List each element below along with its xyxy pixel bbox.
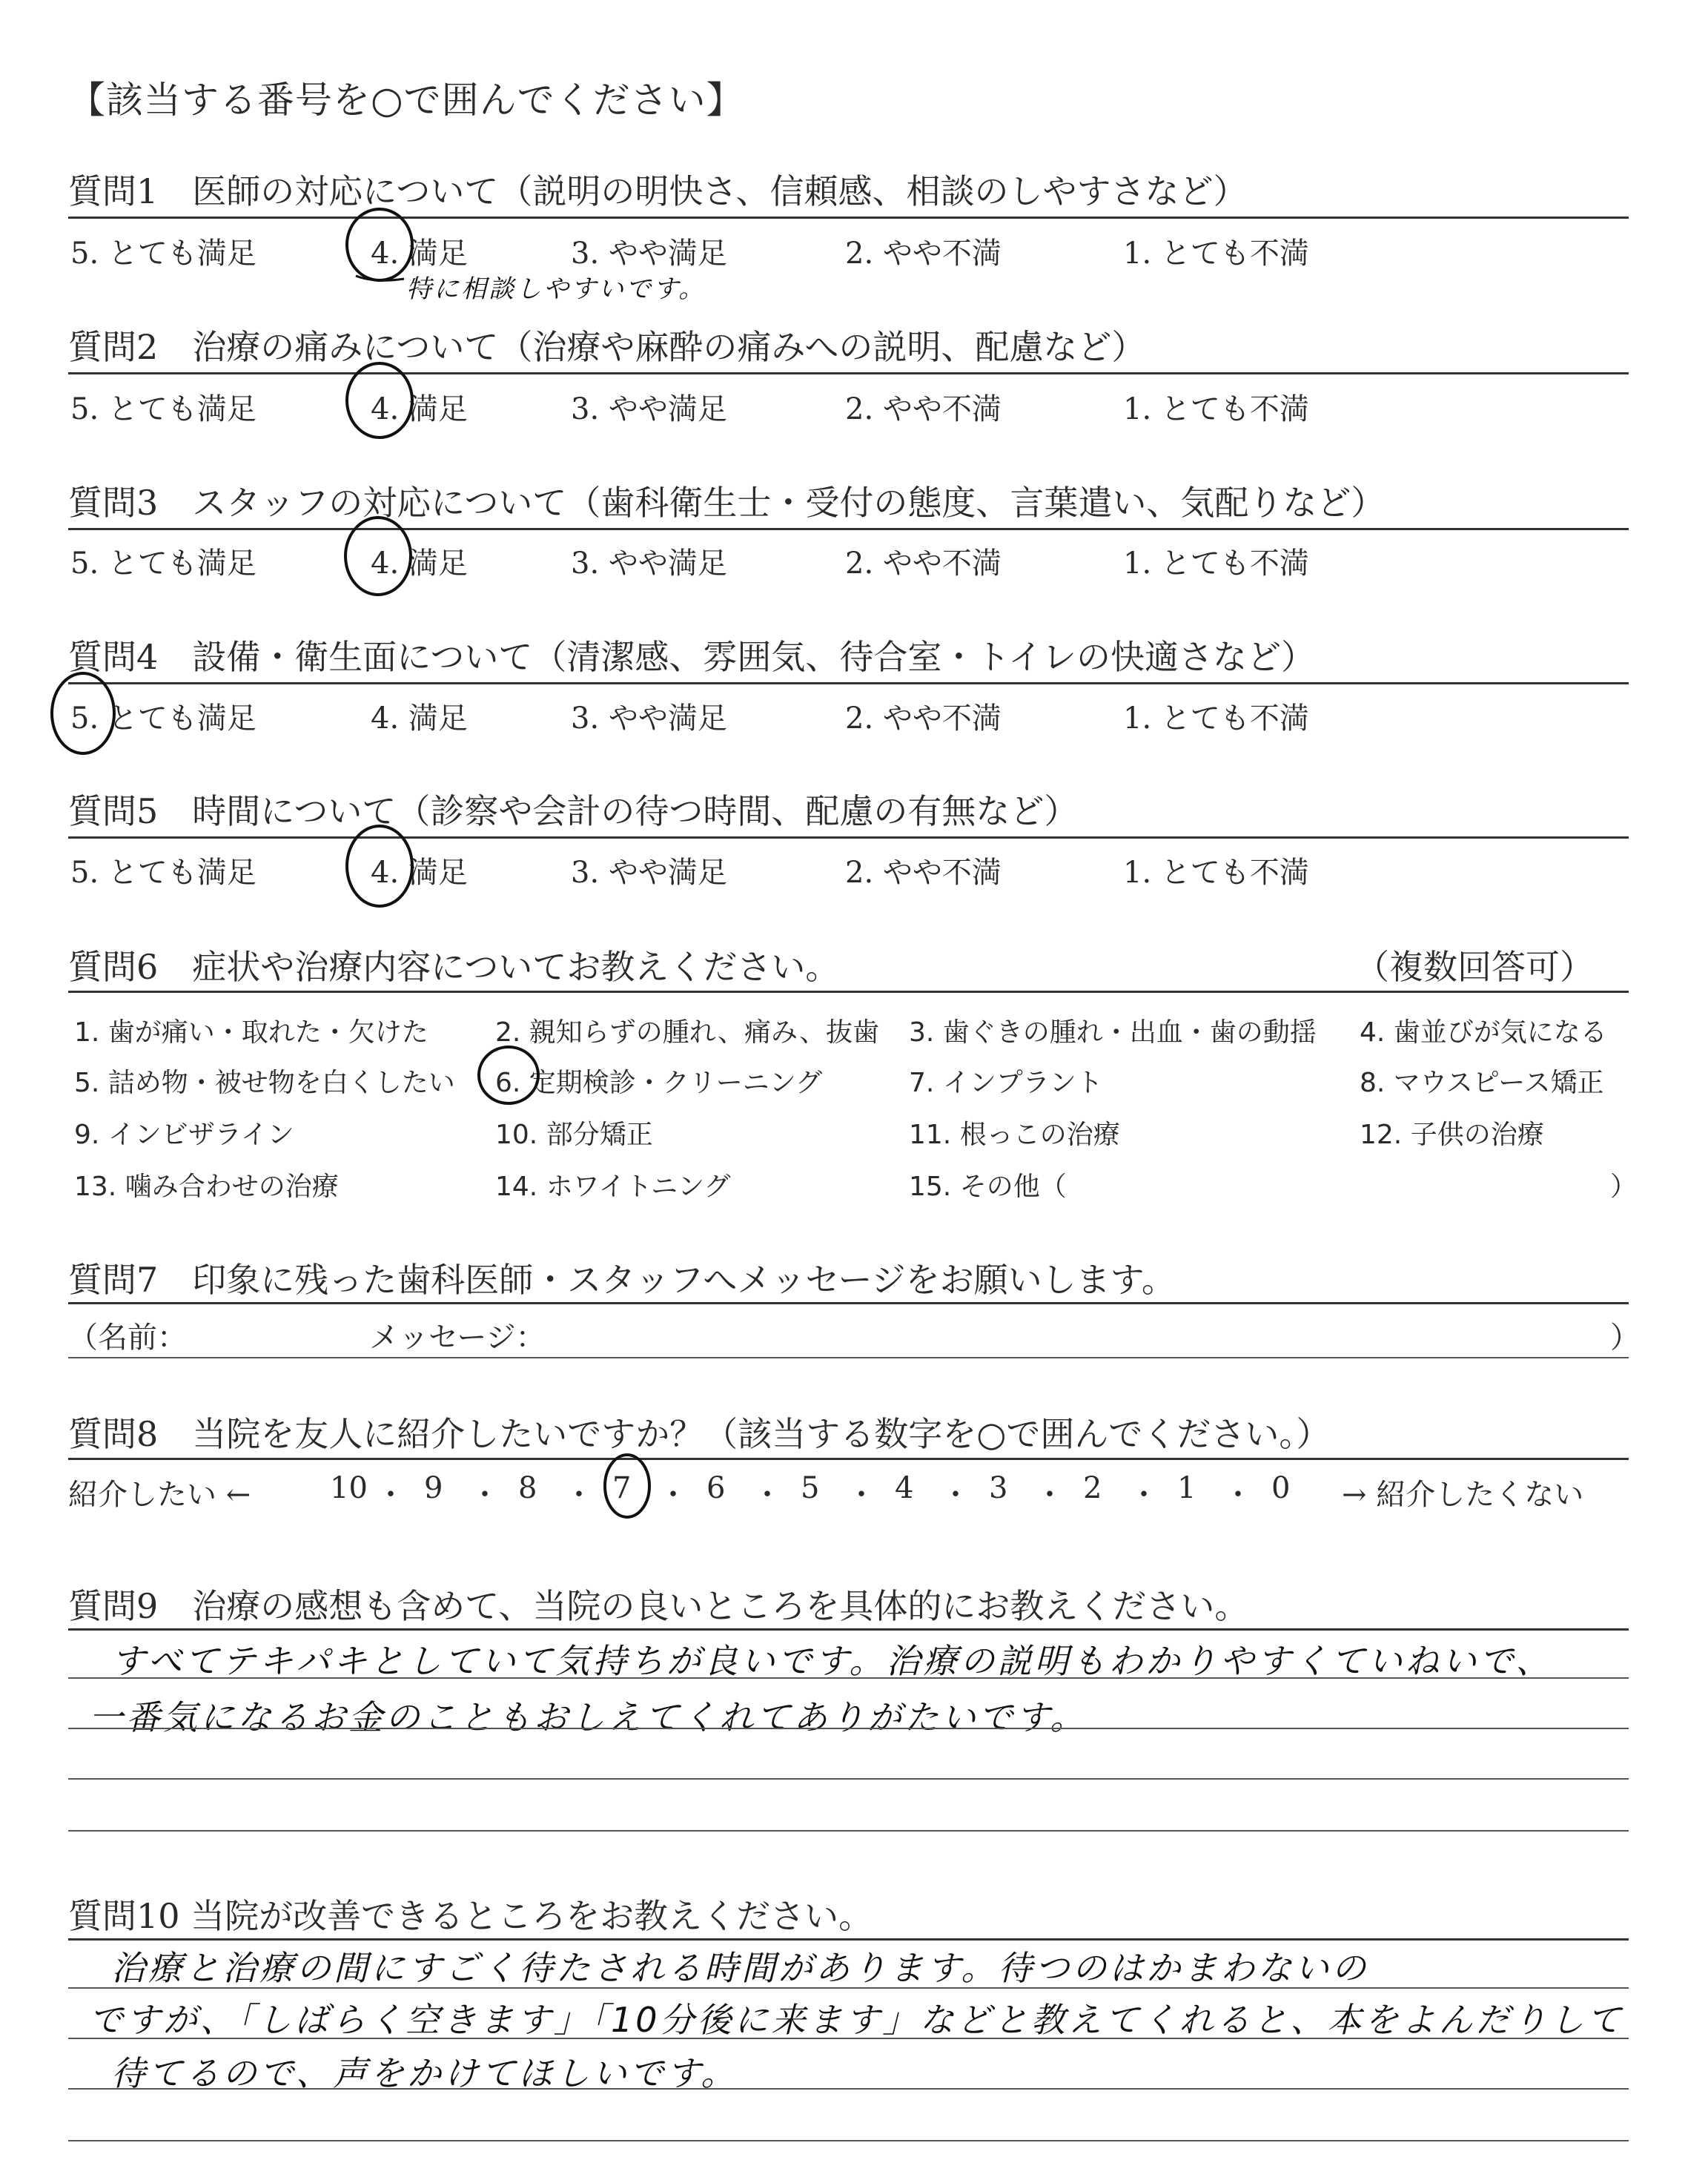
q1-option-4[interactable]: 4. 満足 xyxy=(371,237,468,271)
q8-right-label: → 紹介したくない xyxy=(1342,1478,1584,1512)
q6-option-10[interactable]: 10. 部分矯正 xyxy=(495,1120,653,1150)
q9-rule-4 xyxy=(68,1778,1629,1780)
q8-scale-separator: ・ xyxy=(941,1478,970,1512)
q6-option-12[interactable]: 12. 子供の治療 xyxy=(1360,1120,1544,1150)
q8-scale-10[interactable]: 10 xyxy=(330,1471,368,1505)
q9-answer-line-1: すべてテキパキとしていて気持ちが良いです。治療の説明もわかりやすくていねいで、 xyxy=(111,1641,1553,1681)
q1-title: 質問1 医師の対応について（説明の明快さ、信頼感、相談のしやすさなど） xyxy=(68,171,1248,211)
q8-title: 質問8 当院を友人に紹介したいですか？（該当する数字を○で囲んでください。） xyxy=(68,1414,1331,1454)
q6-rule xyxy=(68,991,1629,993)
q9-rule-2 xyxy=(68,1677,1629,1679)
q3-rule xyxy=(68,528,1629,530)
q8-scale-separator: ・ xyxy=(658,1478,688,1512)
q8-scale-separator: ・ xyxy=(1129,1478,1159,1512)
q10-rule-1 xyxy=(68,1938,1629,1941)
q6-option-5[interactable]: 5. 詰め物・被せ物を白くしたい xyxy=(74,1068,455,1098)
q4-rule xyxy=(68,682,1629,684)
q1-option-3[interactable]: 3. やや満足 xyxy=(571,237,727,271)
q10-rule-4 xyxy=(68,2088,1629,2090)
q10-rule-5 xyxy=(68,2140,1629,2141)
q6-multiple-note: （複数回答可） xyxy=(1355,947,1594,987)
q6-option-15-close: ） xyxy=(1610,1172,1638,1202)
q6-option-2[interactable]: 2. 親知らずの腫れ、痛み、抜歯 xyxy=(495,1017,880,1048)
q8-scale-2[interactable]: 2 xyxy=(1083,1471,1102,1505)
q7-title: 質問7 印象に残った歯科医師・スタッフへメッセージをお願いします。 xyxy=(68,1260,1176,1300)
q4-option-4[interactable]: 4. 満足 xyxy=(371,701,468,736)
q10-answer-line-3: 待てるので、声をかけてほしいです。 xyxy=(111,2053,738,2093)
q6-option-1[interactable]: 1. 歯が痛い・取れた・欠けた xyxy=(74,1017,428,1048)
q2-option-2[interactable]: 2. やや不満 xyxy=(845,392,1002,426)
q4-option-2[interactable]: 2. やや不満 xyxy=(845,701,1002,736)
q1-option-2[interactable]: 2. やや不満 xyxy=(845,237,1002,271)
q7-rule xyxy=(68,1302,1629,1304)
q3-option-3[interactable]: 3. やや満足 xyxy=(571,546,727,581)
q8-left-label: 紹介したい ← xyxy=(68,1478,251,1512)
q6-option-3[interactable]: 3. 歯ぐきの腫れ・出血・歯の動揺 xyxy=(909,1017,1317,1048)
q4-title: 質問4 設備・衛生面について（清潔感、雰囲気、待合室・トイレの快適さなど） xyxy=(68,637,1316,677)
q6-option-11[interactable]: 11. 根っこの治療 xyxy=(909,1120,1120,1150)
q8-rule xyxy=(68,1458,1629,1460)
q5-rule xyxy=(68,836,1629,839)
q7-name-label: （名前： xyxy=(68,1321,187,1355)
q5-option-2[interactable]: 2. やや不満 xyxy=(845,856,1002,890)
q5-title: 質問5 時間について（診察や会計の待つ時間、配慮の有無など） xyxy=(68,791,1079,831)
q9-answer-line-2: 一番気になるお金のこともおしえてくれてありがたいです。 xyxy=(89,1697,1088,1737)
q6-option-7[interactable]: 7. インプラント xyxy=(909,1068,1103,1098)
q6-option-13[interactable]: 13. 噛み合わせの治療 xyxy=(74,1172,339,1202)
q3-option-2[interactable]: 2. やや不満 xyxy=(845,546,1002,581)
q5-option-5[interactable]: 5. とても満足 xyxy=(70,856,256,890)
q9-rule-1 xyxy=(68,1628,1629,1631)
q1-handwritten-note: 特に相談しやすいです。 xyxy=(406,274,706,304)
q8-scale-separator: ・ xyxy=(752,1478,782,1512)
q9-rule-5 xyxy=(68,1830,1629,1832)
q3-title: 質問3 スタッフの対応について（歯科衛生士・受付の態度、言葉遣い、気配りなど） xyxy=(68,483,1386,523)
q8-scale-separator: ・ xyxy=(1223,1478,1253,1512)
q6-option-15[interactable]: 15. その他（ xyxy=(909,1172,1067,1202)
q8-scale-8[interactable]: 8 xyxy=(518,1471,537,1505)
q1-rule xyxy=(68,217,1629,219)
q8-scale-5[interactable]: 5 xyxy=(801,1471,820,1505)
q6-title: 質問6 症状や治療内容についてお教えください。 xyxy=(68,947,840,987)
q8-scale-6[interactable]: 6 xyxy=(706,1471,726,1505)
q1-option-5[interactable]: 5. とても満足 xyxy=(70,237,256,271)
q2-title: 質問2 治療の痛みについて（治療や麻酔の痛みへの説明、配慮など） xyxy=(68,327,1146,367)
q3-option-1[interactable]: 1. とても不満 xyxy=(1123,546,1309,581)
q5-option-3[interactable]: 3. やや満足 xyxy=(571,856,727,890)
q8-scale-separator: ・ xyxy=(470,1478,500,1512)
q1-option-1[interactable]: 1. とても不満 xyxy=(1123,237,1309,271)
q8-scale-separator: ・ xyxy=(376,1478,406,1512)
q3-option-5[interactable]: 5. とても満足 xyxy=(70,546,256,581)
q5-option-1[interactable]: 1. とても不満 xyxy=(1123,856,1309,890)
q10-title: 質問10 当院が改善できるところをお教えください。 xyxy=(68,1896,873,1936)
q8-scale-0[interactable]: 0 xyxy=(1271,1471,1291,1505)
q8-scale-separator: ・ xyxy=(1035,1478,1065,1512)
q6-option-14[interactable]: 14. ホワイトニング xyxy=(495,1172,731,1202)
q3-option-4[interactable]: 4. 満足 xyxy=(371,546,468,581)
q6-option-8[interactable]: 8. マウスピース矯正 xyxy=(1360,1068,1604,1098)
q8-scale-9[interactable]: 9 xyxy=(424,1471,443,1505)
q8-scale-1[interactable]: 1 xyxy=(1177,1471,1196,1505)
q4-option-5[interactable]: 5. とても満足 xyxy=(70,701,256,736)
q5-option-4[interactable]: 4. 満足 xyxy=(371,856,468,890)
q7-message-label: メッセージ： xyxy=(369,1321,546,1355)
q8-scale-separator: ・ xyxy=(847,1478,876,1512)
q8-scale-separator: ・ xyxy=(564,1478,594,1512)
q9-rule-3 xyxy=(68,1728,1629,1729)
q10-rule-2 xyxy=(68,1987,1629,1989)
q2-option-4[interactable]: 4. 満足 xyxy=(371,392,468,426)
q9-title: 質問9 治療の感想も含めて、当院の良いところを具体的にお教えください。 xyxy=(68,1586,1249,1626)
q10-rule-3 xyxy=(68,2038,1629,2039)
q1-note-arrow xyxy=(356,276,404,280)
page-header: 【該当する番号を○で囲んでください】 xyxy=(68,79,744,122)
q6-option-6[interactable]: 6. 定期検診・クリーニング xyxy=(495,1068,823,1098)
q2-option-5[interactable]: 5. とても満足 xyxy=(70,392,256,426)
q6-option-9[interactable]: 9. インビザライン xyxy=(74,1120,294,1150)
q8-scale-3[interactable]: 3 xyxy=(989,1471,1008,1505)
q7-answer-line xyxy=(68,1357,1629,1358)
q6-option-4[interactable]: 4. 歯並びが気になる xyxy=(1360,1017,1607,1048)
q10-answer-line-1: 治療と治療の間にすごく待たされる時間があります。待つのはかまわないの xyxy=(111,1948,1369,1988)
q2-option-1[interactable]: 1. とても不満 xyxy=(1123,392,1309,426)
q8-scale-4[interactable]: 4 xyxy=(895,1471,914,1505)
q10-answer-line-2: ですが、「しばらく空きます」「10分後に来ます」などと教えてくれると、本をよんだりして xyxy=(89,2000,1624,2040)
q7-close: ） xyxy=(1610,1321,1640,1355)
q4-option-3[interactable]: 3. やや満足 xyxy=(571,701,727,736)
q2-rule xyxy=(68,372,1629,374)
q8-scale-7[interactable]: 7 xyxy=(612,1471,632,1505)
q4-option-1[interactable]: 1. とても不満 xyxy=(1123,701,1309,736)
q2-option-3[interactable]: 3. やや満足 xyxy=(571,392,727,426)
